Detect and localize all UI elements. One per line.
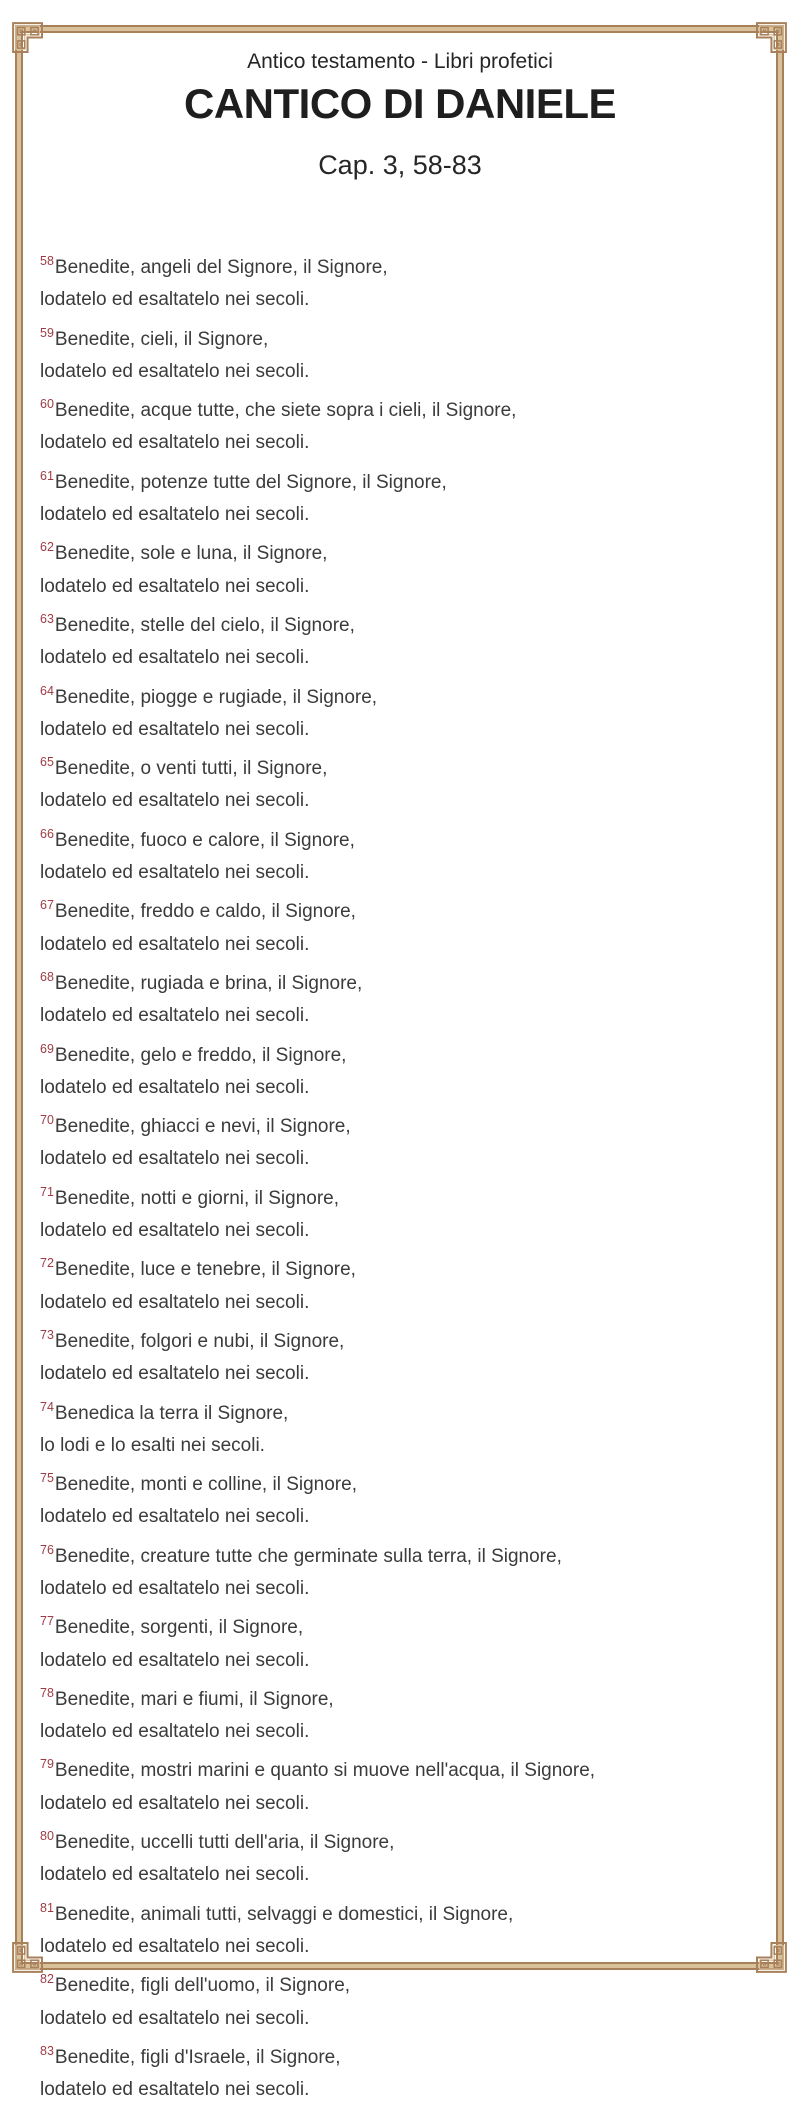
verse [40, 1247, 766, 1319]
verse-number: 82 [40, 1972, 54, 1987]
verse-text: Benedite, creature tutte che germinate sulla terra, il Signore, [54, 1545, 562, 1567]
verse-text: Benedite, sole e luna, il Signore, [54, 543, 328, 565]
verse-refrain-line: lo lodi e lo esalti nei secoli. [40, 1434, 265, 1456]
verse-refrain-line: lodatelo ed esaltatelo nei secoli. [40, 2007, 310, 2029]
verse-text-line [40, 1247, 766, 1286]
verse-text-line [40, 889, 766, 928]
verse-number: 74 [40, 1399, 54, 1414]
verse [40, 2035, 766, 2106]
verse-number: 80 [40, 1829, 54, 1844]
verse [40, 1963, 766, 2035]
verse [40, 1677, 766, 1749]
verse-text: Benedite, piogge e rugiade, il Signore, [54, 686, 378, 708]
verse-refrain-line: lodatelo ed esaltatelo nei secoli. [40, 1291, 310, 1313]
verse-refrain-line: lodatelo ed esaltatelo nei secoli. [40, 1792, 310, 1814]
verse-text-line [40, 245, 766, 284]
verse-number: 72 [40, 1256, 54, 1271]
verse-text-line [40, 531, 766, 570]
verse-refrain-line: lodatelo ed esaltatelo nei secoli. [40, 790, 310, 812]
verse-text-line [40, 1391, 766, 1430]
verse-text: Benedite, cieli, il Signore, [54, 328, 269, 350]
verse [40, 460, 766, 532]
verse-text: Benedite, monti e colline, il Signore, [54, 1474, 357, 1496]
verse [40, 1033, 766, 1105]
verse-number: 70 [40, 1113, 54, 1128]
verse-number: 59 [40, 325, 54, 340]
verse-text: Benedite, mari e fiumi, il Signore, [54, 1688, 334, 1710]
verse [40, 675, 766, 747]
verse [40, 1534, 766, 1606]
verse-text: Benedite, stelle del cielo, il Signore, [54, 614, 355, 636]
verse-number: 75 [40, 1471, 54, 1486]
verse-number: 77 [40, 1614, 54, 1629]
verse-text: Benedite, luce e tenebre, il Signore, [54, 1259, 356, 1281]
verse-text-line [40, 317, 766, 356]
verse-text-line [40, 1820, 766, 1859]
verse [40, 1892, 766, 1964]
verse-text-line [40, 1677, 766, 1716]
verse-text-line [40, 1462, 766, 1501]
verse [40, 1176, 766, 1248]
verse-text: Benedite, notti e giorni, il Signore, [54, 1187, 340, 1209]
verse [40, 388, 766, 460]
verse [40, 1319, 766, 1391]
verse-refrain-line: lodatelo ed esaltatelo nei secoli. [40, 862, 310, 884]
verse-text: Benedite, mostri marini e quanto si muove nell'acqua, il Signore, [54, 1760, 596, 1782]
verse-text-line [40, 746, 766, 785]
chapter-reference: Cap. 3, 58-83 [318, 150, 482, 180]
verse-text-line [40, 603, 766, 642]
verse-text: Benedite, ghiacci e nevi, il Signore, [54, 1116, 351, 1138]
verse-refrain-line: lodatelo ed esaltatelo nei secoli. [40, 1363, 310, 1385]
verse-text: Benedite, figli d'Israele, il Signore, [54, 2046, 341, 2068]
verse-text: Benedite, fuoco e calore, il Signore, [54, 829, 355, 851]
verse-number: 66 [40, 826, 54, 841]
verse-refrain-line: lodatelo ed esaltatelo nei secoli. [40, 432, 310, 454]
verse-refrain-line: lodatelo ed esaltatelo nei secoli. [40, 289, 310, 311]
verse-number: 68 [40, 969, 54, 984]
verse-text-line [40, 818, 766, 857]
verse-number: 62 [40, 540, 54, 555]
verse [40, 603, 766, 675]
verse-number: 58 [40, 254, 54, 268]
verse-number: 71 [40, 1184, 54, 1199]
verse-number: 76 [40, 1542, 54, 1557]
verse [40, 746, 766, 818]
verse-text-line [40, 1605, 766, 1644]
verse-number: 65 [40, 755, 54, 770]
verse [40, 1748, 766, 1820]
verse [40, 245, 766, 317]
verse [40, 889, 766, 961]
verse-text-line [40, 1319, 766, 1358]
verse-refrain-line: lodatelo ed esaltatelo nei secoli. [40, 1005, 310, 1027]
verse-refrain-line: lodatelo ed esaltatelo nei secoli. [40, 2079, 310, 2101]
verse-number: 64 [40, 683, 54, 698]
verse-text: Benedite, potenze tutte del Signore, il Signore, [54, 471, 447, 493]
verse-text: Benedite, angeli del Signore, il Signore, [54, 257, 388, 278]
verse-text-line [40, 1176, 766, 1215]
verse-text-line [40, 2035, 766, 2074]
verse-refrain-line: lodatelo ed esaltatelo nei secoli. [40, 718, 310, 740]
verse-refrain-line: lodatelo ed esaltatelo nei secoli. [40, 1220, 310, 1242]
verse-refrain-line: lodatelo ed esaltatelo nei secoli. [40, 1577, 310, 1599]
verse-text: Benedite, rugiada e brina, il Signore, [54, 972, 363, 994]
verse [40, 1104, 766, 1176]
verse [40, 1605, 766, 1677]
verse-refrain-line: lodatelo ed esaltatelo nei secoli. [40, 647, 310, 669]
verse [40, 1391, 766, 1463]
verse-text: Benedica la terra il Signore, [54, 1402, 289, 1424]
verse-text: Benedite, o venti tutti, il Signore, [54, 758, 328, 780]
verse [40, 1820, 766, 1892]
verse-number: 61 [40, 468, 54, 483]
verse-text: Benedite, freddo e caldo, il Signore, [54, 901, 356, 923]
verse-refrain-line: lodatelo ed esaltatelo nei secoli. [40, 1076, 310, 1098]
verse-text-line [40, 961, 766, 1000]
verse-number: 69 [40, 1041, 54, 1056]
verse-text-line [40, 1963, 766, 2002]
verse-text-line [40, 1534, 766, 1573]
verse-text: Benedite, acque tutte, che siete sopra i cieli, il Signore, [54, 400, 517, 422]
verse-refrain-line: lodatelo ed esaltatelo nei secoli. [40, 1649, 310, 1671]
verse-number: 73 [40, 1327, 54, 1342]
verse [40, 961, 766, 1033]
verse-text: Benedite, animali tutti, selvaggi e domestici, il Signore, [54, 1903, 514, 1925]
verse-refrain-line: lodatelo ed esaltatelo nei secoli. [40, 575, 310, 597]
verse [40, 1462, 766, 1534]
verse-text-line [40, 1748, 766, 1787]
verse-text: Benedite, figli dell'uomo, il Signore, [54, 1975, 351, 1997]
verse [40, 531, 766, 603]
verse-refrain-line: lodatelo ed esaltatelo nei secoli. [40, 1935, 310, 1957]
document-subtitle: Antico testamento - Libri profetici [247, 50, 553, 73]
verse-text-line [40, 388, 766, 427]
verse-refrain-line: lodatelo ed esaltatelo nei secoli. [40, 1506, 310, 1528]
verse-text: Benedite, gelo e freddo, il Signore, [54, 1044, 347, 1066]
verse-refrain-line: lodatelo ed esaltatelo nei secoli. [40, 504, 310, 526]
verse-text: Benedite, folgori e nubi, il Signore, [54, 1330, 345, 1352]
verse-text-line [40, 460, 766, 499]
verse [40, 317, 766, 389]
page-title: CANTICO DI DANIELE [184, 80, 616, 127]
verse-number: 63 [40, 611, 54, 626]
verse-text-line [40, 1892, 766, 1931]
verse-text: Benedite, uccelli tutti dell'aria, il Signore, [54, 1832, 395, 1854]
verse-number: 78 [40, 1685, 54, 1700]
verse-refrain-line: lodatelo ed esaltatelo nei secoli. [40, 1148, 310, 1170]
verse-list [40, 245, 766, 2106]
verse-refrain-line: lodatelo ed esaltatelo nei secoli. [40, 1864, 310, 1886]
verse-refrain-line: lodatelo ed esaltatelo nei secoli. [40, 933, 310, 955]
verse-text-line [40, 1033, 766, 1072]
verse-text: Benedite, sorgenti, il Signore, [54, 1617, 304, 1639]
verse-text-line [40, 1104, 766, 1143]
verse-number: 79 [40, 1757, 54, 1772]
verse-refrain-line: lodatelo ed esaltatelo nei secoli. [40, 360, 310, 382]
verse-refrain-line: lodatelo ed esaltatelo nei secoli. [40, 1721, 310, 1743]
verse-text-line [40, 675, 766, 714]
verse [40, 818, 766, 890]
verse-number: 67 [40, 898, 54, 913]
verse-number: 60 [40, 397, 54, 412]
verse-number: 83 [40, 2043, 54, 2058]
verse-number: 81 [40, 1900, 54, 1915]
